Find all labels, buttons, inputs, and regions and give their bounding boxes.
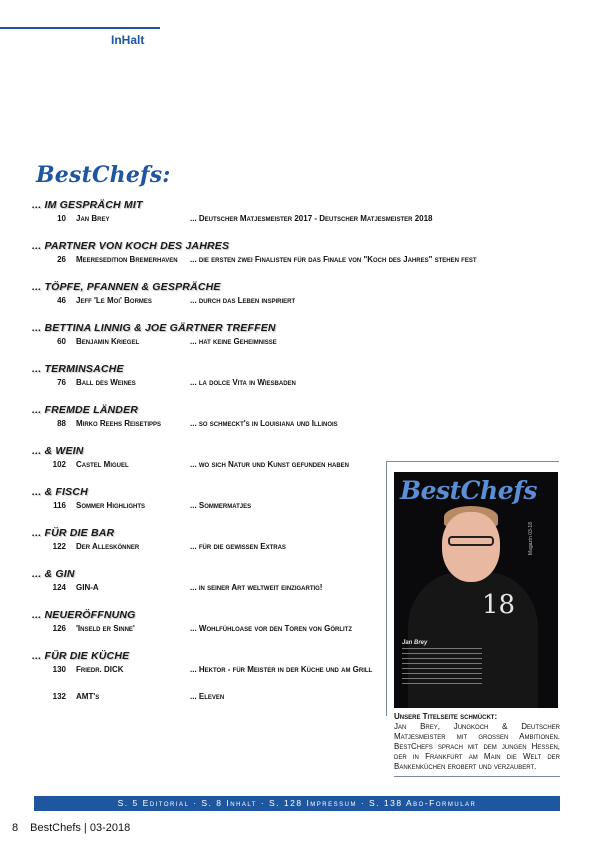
toc-entry[interactable] [32,253,477,267]
toc-entry-description: ... la dolce Vita in Wiesbaden [190,378,296,387]
toc-entry[interactable] [32,663,392,677]
toc-entry-title: Castel Miguel [76,460,129,469]
cover-caption-lines [402,648,482,688]
brand-heading: BestChefs: [36,162,171,188]
toc-entry-title: 'Inseld er Sinne' [76,624,135,633]
toc-entry[interactable] [32,417,392,431]
caption-heading: Unsere Titelseite schmückt: [394,712,498,721]
toc-entry-page: 10 [57,214,66,223]
toc-entry-description: ... Wohlfühloase vor den Toren von Görlitz [190,624,352,633]
toc-entry-page: 76 [57,378,66,387]
toc-entry-description: ... die ersten zwei Finalisten für das Finale von "Koch des Jahres" stehen fest [190,255,477,264]
toc-category: ... & GIN [32,568,75,580]
page-number: 8 [12,822,19,834]
header-rule [0,27,160,29]
toc-entry-page: 132 [52,692,66,701]
footer-navigation-bar: S. 5 Editorial · S. 8 Inhalt · S. 128 Impressum · S. 138 Abo-Formular [34,796,560,811]
toc-entry-title: Sommer Highlights [76,501,145,510]
toc-entry-page: 46 [57,296,66,305]
cover-glasses [448,536,494,546]
toc-entry-title: Jan Brey [76,214,110,223]
toc-group [32,321,392,362]
toc-category: ... BETTINA LINNIG & JOE GÄRTNER TREFFEN [32,322,276,334]
toc-entry[interactable] [32,581,392,595]
toc-entry-title: GIN-A [76,583,99,592]
toc-entry[interactable] [32,499,392,513]
section-label: InHalt [111,33,145,47]
toc-entry-description: ... wo sich Natur und Kunst gefunden haben [190,460,349,469]
toc-entry-description: ... durch das Leben inspiriert [190,296,296,305]
toc-entry-title: Friedr. DICK [76,665,124,674]
toc-entry[interactable] [32,376,392,390]
toc-category: ... TÖPFE, PFANNEN & GESPRÄCHE [32,281,221,293]
toc-group [32,526,392,567]
toc-entry[interactable] [32,690,392,704]
toc-entry-title: Mirko Reehs Reisetipps [76,419,162,428]
magazine-issue: BestChefs | 03-2018 [30,822,131,834]
caption-rule [394,776,560,777]
toc-group [32,198,433,239]
toc-entry[interactable] [32,335,392,349]
toc-entry[interactable] [32,540,392,554]
toc-group [32,280,392,321]
toc-entry-page: 124 [52,583,66,592]
toc-category: ... PARTNER VON KOCH DES JAHRES [32,240,230,252]
cover-image [394,472,558,708]
toc-category: ... IM GESPRÄCH MIT [32,199,143,211]
toc-entry-description: ... Eleven [190,692,225,701]
toc-group [32,444,392,485]
toc-entry[interactable] [32,212,433,226]
toc-group [32,239,477,280]
caption-body: Jan Brey, Jungkoch & Deutscher Matjesmeister mit grossen Ambitionen. BestChefs sprach mit dem jungen Hessen, der in Frankfurt am Main die Welt der Bankenküchen erobert und verzaubert. [394,722,560,771]
cover-face [442,512,500,582]
toc-category: ... & FISCH [32,486,88,498]
cover-side-text: Magazin 03-18 [528,522,534,556]
toc-entry-description: ... Sommermatjes [190,501,252,510]
cover-caption [394,712,560,772]
toc-entry[interactable] [32,622,392,636]
toc-entry-page: 116 [53,501,66,510]
toc-category: ... FREMDE LÄNDER [32,404,139,416]
toc-entry-description: ... für die gewissen Extras [190,542,286,551]
folio [12,822,130,834]
toc-entry-page: 102 [52,460,66,469]
toc-category: ... & WEIN [32,445,84,457]
toc-category: ... FÜR DIE KÜCHE [32,650,130,662]
toc-entry[interactable] [32,458,392,472]
toc-entry-title: Meeresedition Bremerhaven [76,255,178,264]
toc-entry-description: ... Hektor - für Meister in der Küche und am Grill [190,665,373,674]
toc-entry-page: 60 [57,337,66,346]
toc-entry-title: Jeff 'Le Moi' Bormes [76,296,152,305]
toc-entry-title: Benjamin Kriegel [76,337,140,346]
toc-category: ... NEUERÖFFNUNG [32,609,136,621]
toc-entry-page: 122 [52,542,66,551]
toc-group [32,403,392,444]
toc-entry-page: 88 [57,419,66,428]
toc-entry-description: ... so schmeckt's in Louisiana und Illinois [190,419,338,428]
toc-entry-description: ... in seiner Art weltweit einzigartig! [190,583,323,592]
cover-number: 18 [482,590,516,620]
toc-entry-page: 130 [52,665,66,674]
toc-entry-page: 26 [57,255,66,264]
toc-spacer [32,677,392,690]
toc-group [32,362,392,403]
toc-group [32,608,392,649]
toc-entry-description: ... hat keine Geheimnisse [190,337,277,346]
toc-entry-description: ... Deutscher Matjesmeister 2017 - Deutscher Matjesmeister 2018 [190,214,433,223]
toc-entry[interactable] [32,294,392,308]
toc-entry-title: AMT's [76,692,100,701]
toc-entry-title: Der Alleskönner [76,542,140,551]
toc-category: ... TERMINSACHE [32,363,124,375]
toc-entry-page: 126 [52,624,66,633]
toc-entry-title: Ball des Weines [76,378,136,387]
toc-category: ... FÜR DIE BAR [32,527,115,539]
toc-group [32,485,392,526]
cover-name: Jan Brey [402,640,428,646]
cover-logo: BestChefs [400,476,537,505]
toc-group [32,567,392,608]
toc-group [32,649,392,704]
